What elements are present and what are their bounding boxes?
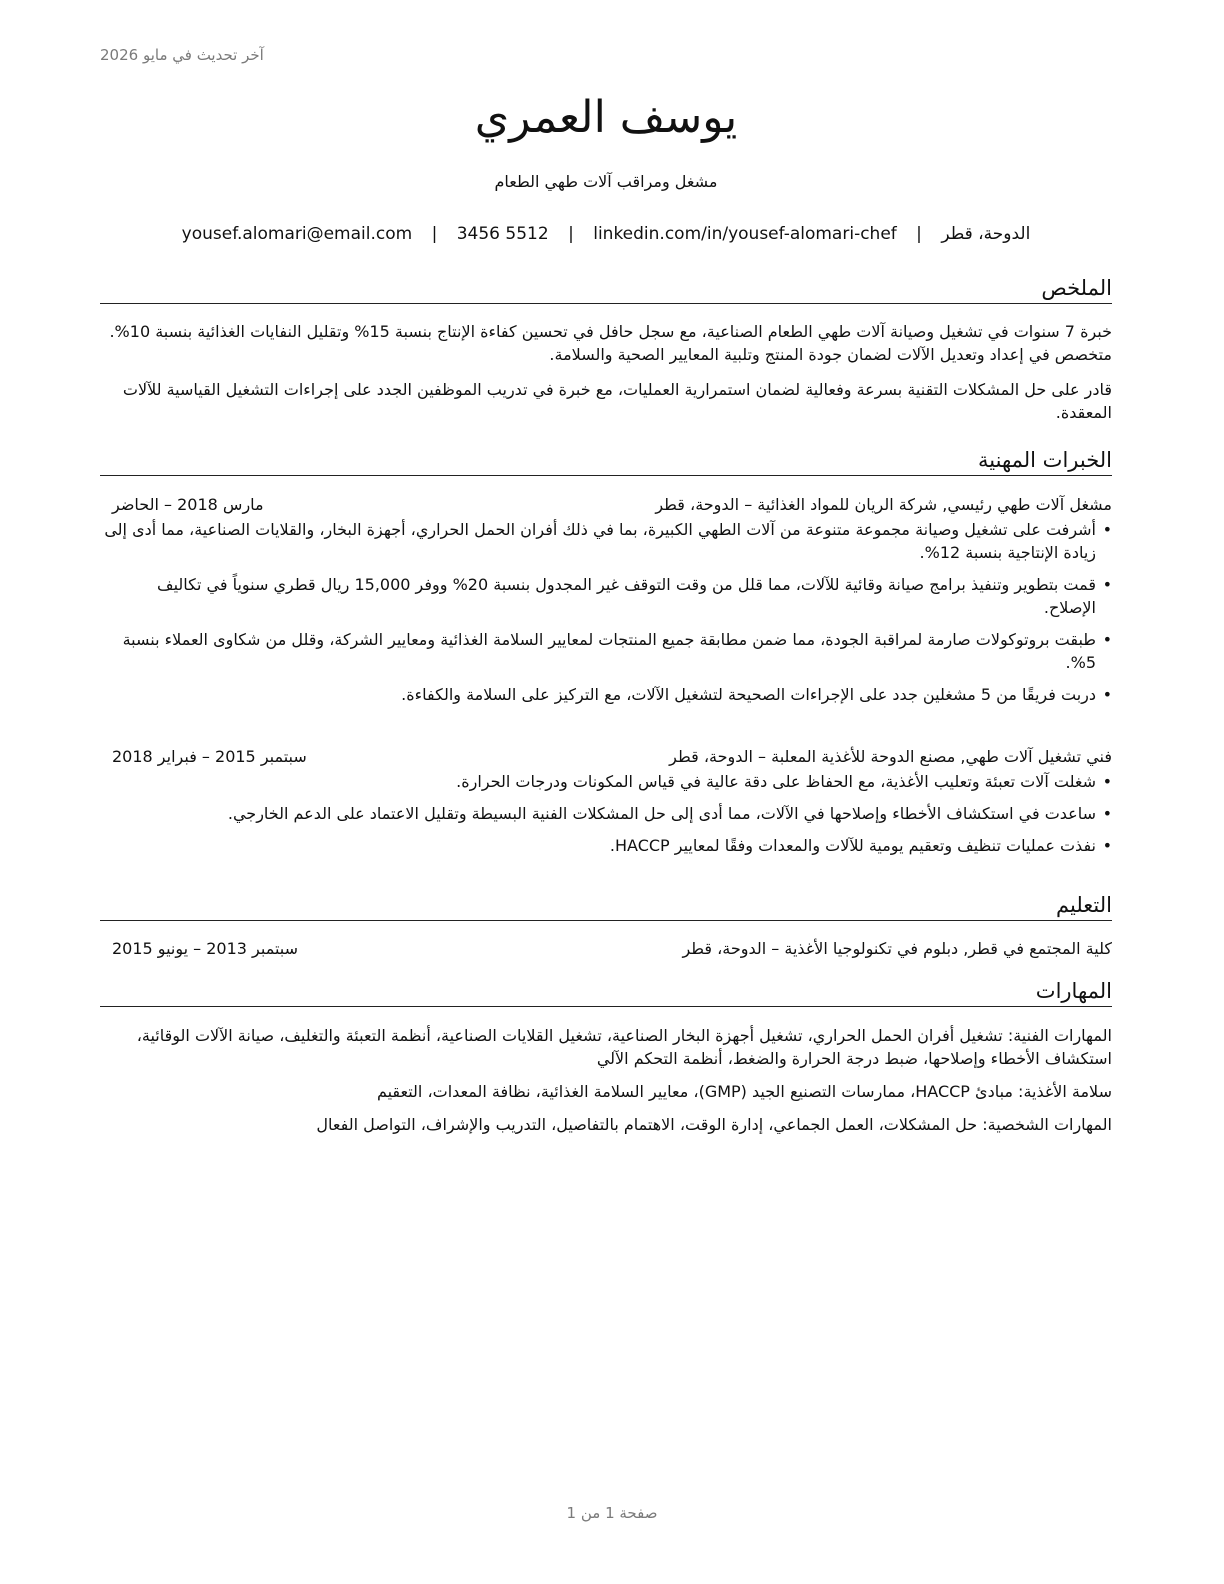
job-entry (100, 745, 1112, 866)
contact-email[interactable]: yousef.alomari@email.com (181, 224, 413, 244)
contact-separator: | (431, 224, 438, 244)
education-heading: التعليم (100, 893, 1112, 921)
contact-linkedin[interactable]: linkedin.com/in/yousef-alomari-chef (593, 224, 897, 244)
page-number: صفحة 1 من 1 (566, 1504, 658, 1522)
job-bullet: • ساعدت في استكشاف الأخطاء وإصلاحها في الآلات، مما أدى إلى حل المشكلات الفنية البسيطة وتقليل الاعتماد على الدعم الخارجي. (100, 802, 1112, 825)
job-bullet: • دربت فريقًا من 5 مشغلين جدد على الإجراءات الصحيحة لتشغيل الآلات، مع التركيز على السلامة والكفاءة. (100, 683, 1112, 706)
job-dates: سبتمبر 2015 – فبراير 2018 (112, 747, 307, 766)
last-updated: آخر تحديث في مايو 2026 (100, 46, 264, 64)
skills-line: المهارات الفنية: تشغيل أفران الحمل الحراري، تشغيل أجهزة البخار الصناعية، تشغيل القلايات الصناعية، أنظمة التعبئة والتغليف، صيانة الآلات الوقائية، استكشاف الأخطاء وإصلاحها، ضبط درجة الحرارة والضغط، أنظمة التحكم الآلي (136, 1026, 1112, 1068)
skills-heading: المهارات (100, 979, 1112, 1007)
skills-section (100, 1024, 1112, 1146)
contact-phone: 3456 5512 (456, 224, 549, 244)
contact-line (100, 224, 1112, 244)
summary-paragraph: قادر على حل المشكلات التقنية بسرعة وفعالية لضمان استمرارية العمليات، مع خبرة في تدريب الموظفين الجدد على إجراءات التشغيل القياسية للآلات المعقدة. (122, 380, 1112, 422)
skills-line: سلامة الأغذية: مبادئ HACCP، ممارسات التصنيع الجيد (GMP)، معايير السلامة الغذائية، نظافة المعدات، التعقيم (376, 1082, 1112, 1101)
job-bullet: • شغلت آلات تعبئة وتعليب الأغذية، مع الحفاظ على دقة عالية في قياس المكونات ودرجات الحرارة. (100, 770, 1112, 793)
job-dates: مارس 2018 – الحاضر (112, 495, 264, 514)
job-title-company: مشغل آلات طهي رئيسي, شركة الريان للمواد الغذائية – الدوحة، قطر (655, 495, 1112, 514)
summary-heading: الملخص (100, 276, 1112, 304)
job-bullet: • قمت بتطوير وتنفيذ برامج صيانة وقائية للآلات، مما قلل من وقت التوقف غير المجدول بنسبة 20% ووفر 15,000 ريال قطري سنوياً في تكاليف الإصلاح. (100, 573, 1112, 619)
contact-separator: | (916, 224, 922, 244)
summary-paragraph: خبرة 7 سنوات في تشغيل وصيانة آلات طهي الطعام الصناعية، مع سجل حافل في تحسين كفاءة الإنتاج بنسبة 15% وتقليل النفايات الغذائية بنسبة 10%. متخصص في إعداد وتعديل الآلات لضمان جودة المنتج وتلبية المعايير الصحية والسلامة. (109, 322, 1112, 364)
contact-separator: | (568, 224, 574, 244)
resume-page (100, 0, 1112, 1584)
candidate-name: يوسف العمري (474, 92, 738, 143)
contact-location: الدوحة، قطر (941, 224, 1031, 244)
experience-heading: الخبرات المهنية (100, 448, 1112, 476)
job-title-company: فني تشغيل آلات طهي, مصنع الدوحة للأغذية المعلبة – الدوحة، قطر (669, 747, 1112, 766)
education-entry (100, 937, 1112, 960)
job-entry (100, 493, 1112, 715)
education-dates: سبتمبر 2013 – يونيو 2015 (112, 939, 299, 958)
job-bullet: • أشرفت على تشغيل وصيانة مجموعة متنوعة من آلات الطهي الكبيرة، بما في ذلك أفران الحمل الحراري، أجهزة البخار، والقلايات الصناعية، مما أدى إلى زيادة الإنتاجية بنسبة 12%. (100, 518, 1112, 564)
job-bullet: • نفذت عمليات تنظيف وتعقيم يومية للآلات والمعدات وفقًا لمعايير HACCP. (100, 834, 1112, 857)
job-title: مشغل ومراقب آلات طهي الطعام (494, 172, 718, 191)
job-bullet: • طبقت بروتوكولات صارمة لمراقبة الجودة، مما ضمن مطابقة جميع المنتجات لمعايير السلامة الغذائية ومعايير الشركة، وقلل من شكاوى العملاء بنسبة 5%. (100, 628, 1112, 674)
summary-section (100, 320, 1112, 436)
education-title: كلية المجتمع في قطر, دبلوم في تكنولوجيا الأغذية – الدوحة، قطر (682, 939, 1112, 958)
skills-line: المهارات الشخصية: حل المشكلات، العمل الجماعي، إدارة الوقت، الاهتمام بالتفاصيل، التدريب والإشراف، التواصل الفعال (316, 1115, 1112, 1134)
